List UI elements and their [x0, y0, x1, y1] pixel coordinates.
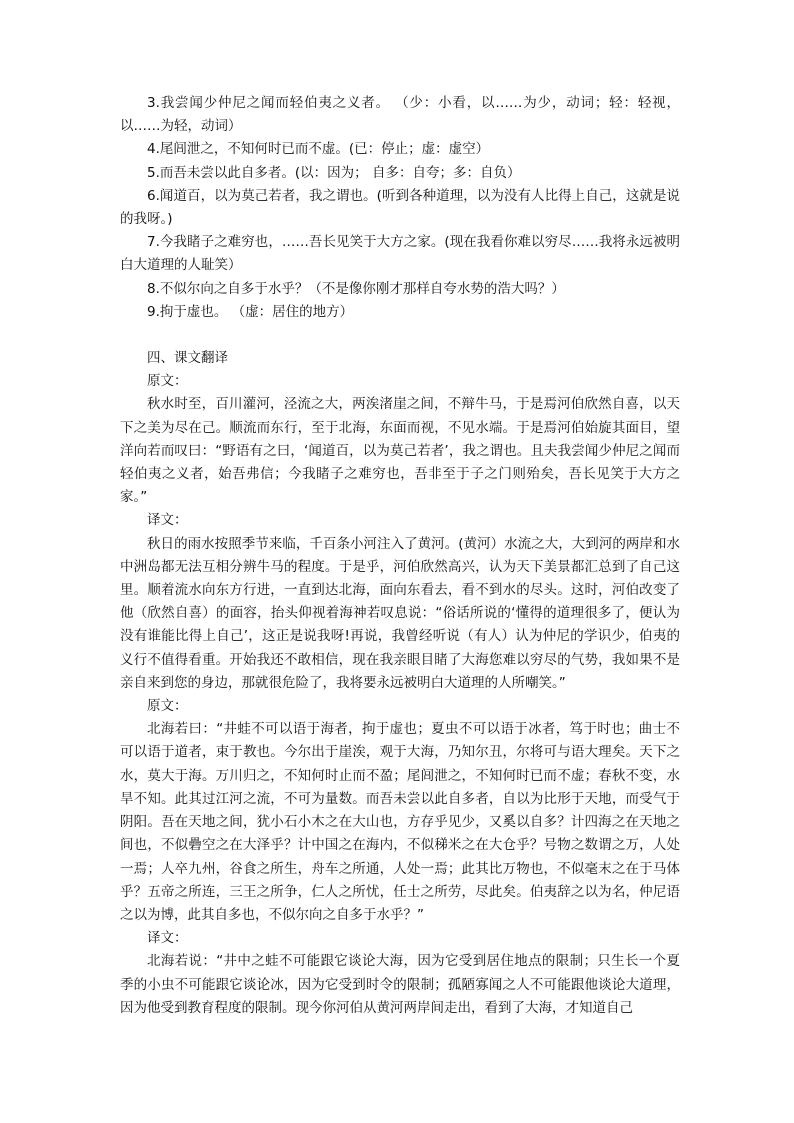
translation-label-2: 译文： [147, 930, 188, 947]
note-6: 6.闻道百，以为莫己若者，我之谓也。(听到各种道理，以为没有人比得上自己，这就是说的我呀。) [120, 187, 680, 228]
note-4: 4.尾闾泄之，不知何时已而不虚。(已：停止；虚：虚空） [147, 141, 490, 158]
original-text-2: 北海若曰：“井蛙不可以语于海者，拘于虚也；夏虫不可以语于冰者，笃于时也；曲士不可以语于道者，束于教也。今尔出于崖涘，观于大海，乃知尔丑，尔将可与语大理矣。天下之水，莫大于海。万川归之，不知何时止而不盈；尾闾泄之，不知何时已而不虚；春秋不变，水旱不知。此其过江河之流，不可为量数。而吾未尝以此自多者，自以为比形于天地，而受气于阴阳。吾在天地之间，犹小石小木之在大山也，方存乎见少，又奚以自多？计四海之在天地之间也，不似礨空之在大泽乎？计中国之在海内，不似稊米之在大仓乎？号物之数谓之万，人处一焉；人卒九州，谷食之所生，舟车之所通，人处一焉；此其比万物也，不似毫末之在于马体乎？五帝之所连，三王之所争，仁人之所忧，任士之所劳，尽此矣。伯夷辞之以为名，仲尼语之以为博，此其自多也，不似尔向之自多于水乎？” [120, 721, 680, 923]
spacer [120, 324, 680, 347]
note-3: 3.我尝闻少仲尼之闻而轻伯夷之义者。 （少：小看，以……为少，动词；轻：轻视，以……为轻，动词） [120, 95, 680, 135]
translation-text-2: 北海若说：“井中之蛙不可能跟它谈论大海，因为它受到居住地点的限制；只生长一个夏季的小虫不可能跟它谈论冰，因为它受到时令的限制；孤陋寡闻之人不可能跟他谈论大道理，因为他受到教育程度的限制。现今你河伯从黄河两岸间走出，看到了大海，才知道自己 [120, 953, 680, 1016]
note-8: 8.不似尔向之自多于水乎？（不是像你刚才那样自夸水势的浩大吗？） [147, 280, 565, 297]
translation-label-1: 译文： [147, 512, 188, 529]
original-label-2: 原文： [147, 698, 188, 715]
note-7: 7.今我睹子之难穷也，……吾长见笑于大方之家。(现在我看你难以穷尽……我将永远被明白大道理的人耻笑） [120, 234, 680, 274]
original-label-1: 原文： [147, 373, 188, 390]
note-5: 5.而吾未尝以此自多者。(以：因为； 自多：自夸；多：自负） [147, 164, 521, 181]
translation-text-1: 秋日的雨水按照季节来临，千百条小河注入了黄河。(黄河）水流之大，大到河的两岸和水中洲岛都无法互相分辨牛马的程度。于是乎，河伯欣然高兴，认为天下美景都汇总到了自己这里。顺着流水向东方行进，一直到达北海，面向东看去，看不到水的尽头。这时，河伯改变了他（欣然自喜）的面容，抬头仰视着海神若叹息说：“俗话所说的‘懂得的道理很多了，便认为没有谁能比得上自己’，这正是说我呀!再说，我曾经听说（有人）认为仲尼的学识少，伯夷的义行不值得看重。开始我还不敢相信，现在我亲眼目睹了大海您难以穷尽的气势，我如果不是亲自来到您的身边，那就很危险了，我将要永远被明白大道理的人所嘲笑。” [120, 535, 680, 691]
section-heading: 四、课文翻译 [147, 350, 228, 367]
document-page [120, 92, 680, 1020]
note-9: 9.拘于虚也。 （虚：居住的地方） [147, 303, 354, 320]
original-text-1: 秋水时至，百川灌河，泾流之大，两涘渚崖之间，不辩牛马，于是焉河伯欣然自喜，以天下之美为尽在己。顺流而东行，至于北海，东面而视，不见水端。于是焉河伯始旋其面目，望洋向若而叹曰：“野语有之曰，‘闻道百，以为莫己若者’，我之谓也。且夫我尝闻少仲尼之闻而轻伯夷之义者，始吾弗信；今我睹子之难穷也，吾非至于子之门则殆矣，吾长见笑于大方之家。” [120, 396, 680, 506]
